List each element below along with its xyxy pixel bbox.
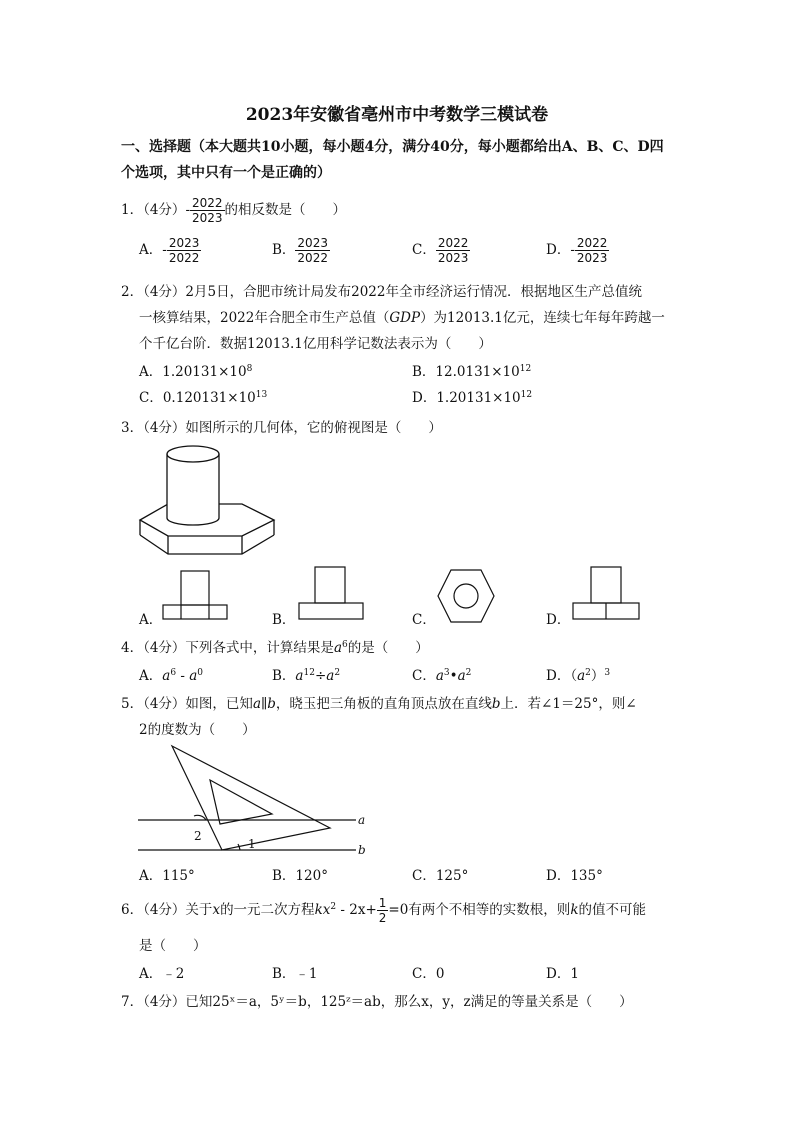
question-5-line2: 2的度数为（ ） [139, 722, 256, 738]
option-fraction [436, 236, 471, 265]
option-label: A． [139, 668, 163, 684]
q2-option-b[interactable] [412, 360, 531, 380]
option-value: ﹣1 [295, 966, 318, 982]
option-fraction [295, 236, 330, 265]
fraction-numerator: 2022 [192, 196, 223, 210]
variable: a [189, 668, 198, 684]
option-value: 115° [162, 868, 195, 884]
fraction-denominator: 2022 [297, 251, 328, 265]
text: 一核算结果，2022年合肥全市生产总值（ [139, 310, 390, 326]
option-label: C． [139, 390, 163, 406]
fraction-denominator: 2023 [192, 211, 223, 225]
q2-option-d[interactable] [412, 386, 532, 406]
option-value: 0 [435, 966, 445, 982]
text: 5．（4分）如图，已知 [121, 696, 253, 712]
question-6-line2: 是（ ） [139, 938, 207, 954]
text: ）为12013.1亿元，连续七年每年跨越一 [420, 310, 665, 326]
option-label: C． [412, 868, 436, 884]
q1-option-b[interactable] [272, 236, 330, 265]
variable: a [162, 668, 171, 684]
label-a: a [358, 813, 366, 827]
option-label: A． [139, 242, 163, 258]
cylinder-top [167, 446, 219, 462]
fraction-numerator: 2022 [576, 236, 608, 250]
section-heading: 一、选择题（本大题共10小题，每小题4分，满分40分，每小题都给出A、B、C、D四 [121, 139, 664, 155]
q6-option-b[interactable] [272, 962, 318, 982]
q1-option-d[interactable] [546, 236, 609, 265]
question-5-line1 [121, 692, 637, 712]
parallel-lines: a∥b [252, 696, 276, 712]
question-4 [121, 636, 429, 656]
variable: a [457, 668, 466, 684]
fraction-denominator: 2 [378, 911, 387, 925]
q3-option-b-figure [297, 566, 365, 622]
exponent: 3 [443, 668, 450, 678]
exponent: 2 [465, 668, 472, 678]
page-title: 2023年安徽省亳州市中考数学三模试卷 [245, 105, 549, 125]
fraction-numerator: 1 [378, 896, 387, 910]
text: 的一元二次方程 [220, 902, 315, 918]
question-1 [121, 196, 346, 225]
option-sign: - [162, 242, 167, 258]
q6-option-a[interactable] [139, 962, 184, 982]
question-1-suffix: 的相反数是（ ） [224, 202, 347, 218]
exponent: 6 [342, 640, 348, 650]
option-value: 1.20131×10 [162, 364, 247, 380]
angle-2-arc [194, 815, 206, 820]
option-label: C． [412, 668, 436, 684]
fraction-numerator: 2023 [297, 236, 328, 250]
question-2-line1: 2．（4分）2月5日，合肥市统计局发布2022年全市经济运行情况．根据地区生产总值统 [121, 284, 642, 300]
question-1-prefix: 1．（4分） [121, 202, 186, 218]
text: 4．（4分）下列各式中，计算结果是 [121, 640, 334, 656]
option-sign: - [570, 242, 575, 258]
q3-option-c-figure [436, 568, 496, 624]
q3-option-b[interactable]: B． [272, 612, 296, 628]
exponent: 2 [330, 902, 337, 912]
variable: a [333, 640, 342, 656]
exponent: 13 [255, 390, 268, 400]
q5-option-c[interactable] [412, 864, 468, 884]
variable: k [570, 902, 579, 918]
option-value: 0.120131×10 [162, 390, 256, 406]
variable: x [212, 902, 221, 918]
exponent: 12 [303, 668, 315, 678]
paren: ） [590, 668, 605, 684]
text: 6．（4分）关于 [121, 902, 213, 918]
question-1-sign: - [185, 202, 190, 218]
triangle-ruler-figure [132, 740, 382, 860]
q3-option-a-figure [161, 570, 229, 622]
q1-option-a[interactable] [139, 236, 201, 265]
q5-option-a[interactable] [139, 864, 195, 884]
hex-bottom [140, 535, 274, 554]
option-label: B． [412, 364, 436, 380]
exponent: 2 [585, 668, 591, 678]
equation-fraction [377, 896, 389, 925]
option-label: D． [546, 668, 571, 684]
option-label: D． [546, 868, 571, 884]
option-label: A． [139, 868, 163, 884]
operator: - [176, 668, 190, 684]
q4-option-d[interactable] [546, 664, 610, 684]
option-label: D． [546, 242, 571, 258]
question-1-fraction [190, 196, 225, 225]
q5-option-b[interactable] [272, 864, 328, 884]
exponent: 12 [519, 364, 532, 374]
question-2-line3: 个千亿台阶．数据12013.1亿用科学记数法表示为（ ） [139, 336, 492, 352]
q3-option-d-figure [571, 566, 641, 622]
exponent: 0 [197, 668, 203, 678]
exponent: 3 [604, 668, 611, 678]
equation-term: - 2x+ [336, 902, 377, 918]
question-6-line1 [121, 896, 646, 925]
q4-option-a[interactable] [139, 664, 203, 684]
operator: ÷ [314, 668, 327, 684]
q1-option-c[interactable] [412, 236, 470, 265]
q3-option-c[interactable]: C． [412, 612, 436, 628]
text: 的值不可能 [578, 902, 646, 918]
option-fraction [575, 236, 610, 265]
exponent: 12 [520, 390, 533, 400]
geometry-solid-figure [132, 440, 282, 565]
exponent: 8 [246, 364, 253, 374]
q2-option-c[interactable] [139, 386, 267, 406]
equation-term: kx [314, 902, 331, 918]
option-label: B． [272, 668, 296, 684]
option-label: C． [412, 966, 436, 982]
gdp-text: GDP [389, 310, 421, 326]
text: 上．若∠1＝25°，则∠ [500, 696, 637, 712]
option-value: 135° [570, 868, 603, 884]
q3-option-d[interactable]: D． [546, 612, 571, 628]
option-value: 1.20131×10 [436, 390, 521, 406]
text: =0有两个不相等的实数根，则 [388, 902, 571, 918]
option-label: D． [412, 390, 437, 406]
exponent: 2 [334, 668, 341, 678]
q6-option-d[interactable] [546, 962, 579, 982]
question-2-line2 [139, 306, 665, 326]
option-value: ﹣2 [162, 966, 185, 982]
text: ，晓玉把三角板的直角顶点放在直线 [275, 696, 492, 712]
section-heading-line2: 个选项，其中只有一个是正确的） [121, 165, 331, 181]
option-label: C． [412, 242, 436, 258]
fraction-numerator: 2023 [168, 236, 200, 250]
label-angle-1: 1 [248, 837, 256, 851]
variable: a [577, 668, 586, 684]
q3-option-a[interactable]: A． [139, 612, 163, 628]
option-label: B． [272, 966, 296, 982]
option-label: B． [272, 242, 296, 258]
variable: a [435, 668, 444, 684]
variable: a [326, 668, 335, 684]
variable: b [491, 696, 501, 712]
q4-option-b[interactable] [272, 664, 340, 684]
triangle-ruler-inner [210, 780, 272, 824]
operator: • [449, 668, 458, 684]
question-3: 3．（4分）如图所示的几何体，它的俯视图是（ ） [121, 420, 442, 436]
option-value: 120° [295, 868, 328, 884]
q4-option-c[interactable] [412, 664, 471, 684]
label-angle-2: 2 [194, 829, 202, 843]
q2-option-a[interactable] [139, 360, 252, 380]
question-7: 7．（4分）已知25ˣ＝a，5ʸ＝b，125ᶻ＝ab，那么x，y，z满足的等量关系是（ ） [121, 994, 633, 1010]
option-label: D． [546, 966, 571, 982]
fraction-numerator: 2022 [437, 236, 469, 250]
variable: a [295, 668, 304, 684]
option-label: A． [139, 364, 163, 380]
fraction-denominator: 2022 [168, 251, 200, 265]
option-label: A． [139, 966, 163, 982]
option-value: 12.0131×10 [435, 364, 520, 380]
paren: （ [570, 668, 578, 684]
fraction-denominator: 2023 [437, 251, 469, 265]
label-b: b [358, 843, 366, 857]
option-value: 125° [435, 868, 469, 884]
exponent: 6 [170, 668, 177, 678]
option-label: B． [272, 868, 296, 884]
text: 的是（ ） [347, 640, 429, 656]
q6-option-c[interactable] [412, 962, 444, 982]
option-fraction [167, 236, 202, 265]
fraction-denominator: 2023 [576, 251, 608, 265]
option-value: 1 [570, 966, 579, 982]
q5-option-d[interactable] [546, 864, 603, 884]
